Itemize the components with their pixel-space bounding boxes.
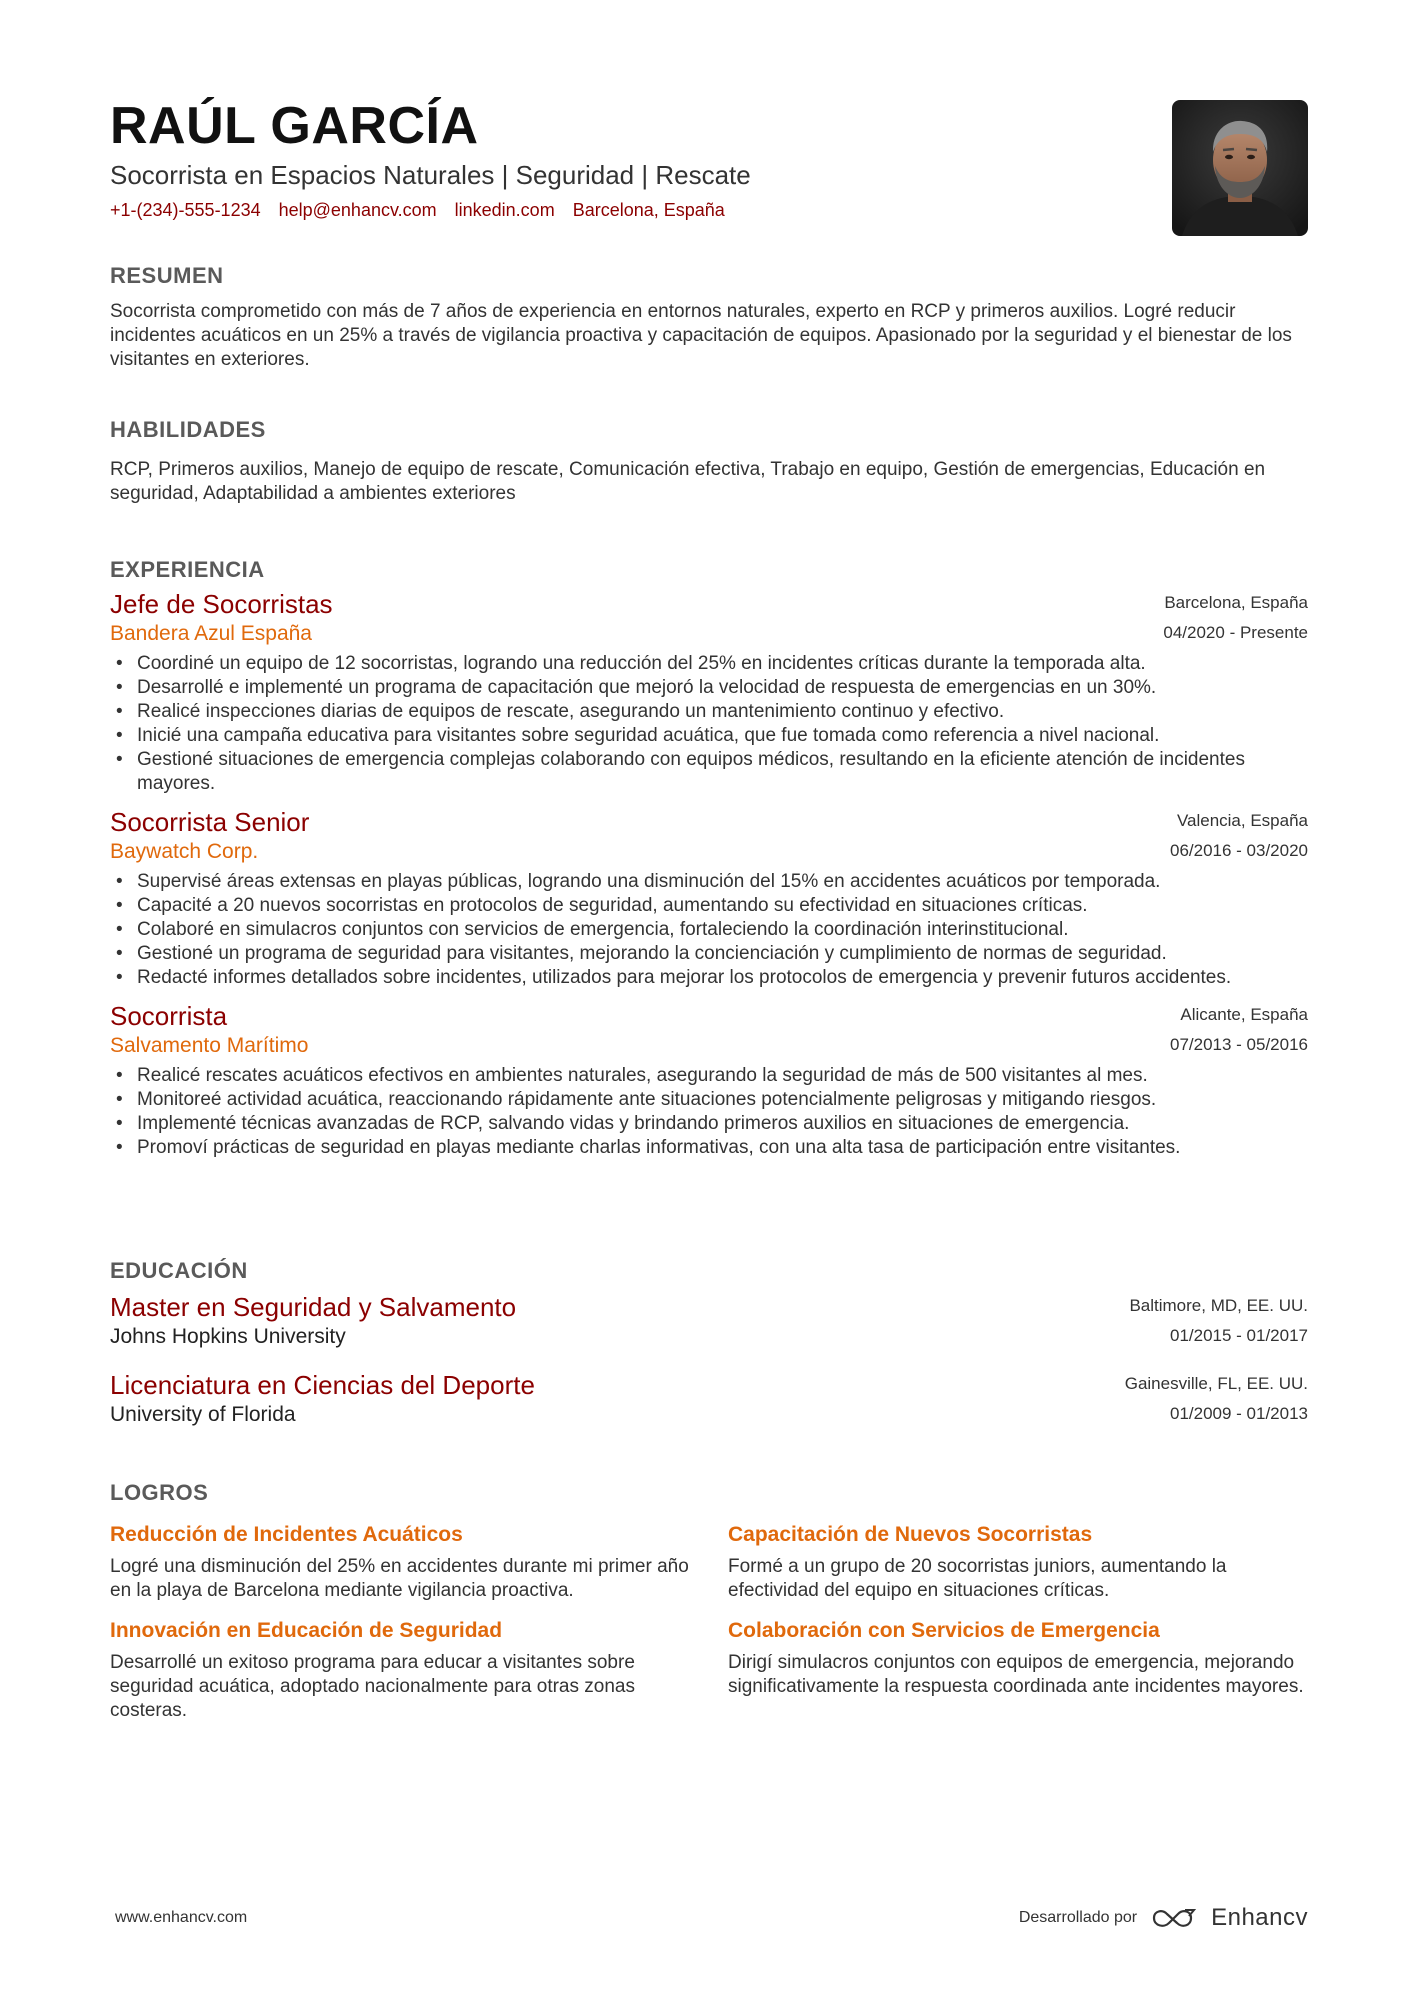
bullet-item: • Capacité a 20 nuevos socorristas en protocolos de seguridad, aumentando su efectividad en situaciones críticas. (110, 894, 1308, 918)
job-location: Barcelona, España (1164, 593, 1308, 612)
education-entry (110, 1291, 1308, 1351)
job-company: Baywatch Corp. (110, 840, 259, 863)
candidate-name: RAÚL GARCÍA (110, 97, 479, 155)
achievements-grid (110, 1521, 1308, 1723)
candidate-headline: Socorrista en Espacios Naturales | Seguridad | Rescate (110, 160, 751, 190)
linkedin-link[interactable]: linkedin.com (454, 200, 555, 220)
page-footer (110, 1898, 1308, 1938)
school-dates: 01/2009 - 01/2013 (1169, 1404, 1308, 1423)
education-title: EDUCACIÓN (110, 1258, 248, 1283)
bullet-item: • Redacté informes detallados sobre incidentes, utilizados para mejorar los protocolos de emergencia y prevenir futuros accidentes. (110, 966, 1308, 990)
job-role: Socorrista Senior (110, 807, 310, 837)
experience-entry (110, 1000, 1308, 1160)
portrait-icon (1172, 100, 1308, 236)
job-location: Alicante, España (1180, 1005, 1308, 1024)
achievement-item (110, 1617, 690, 1723)
job-bullets (110, 652, 1308, 796)
achievements-section (110, 1479, 1308, 1723)
achievements-title: LOGROS (110, 1480, 209, 1505)
experience-entry (110, 588, 1308, 796)
bullet-item: • Implementé técnicas avanzadas de RCP, salvando vidas y brindando primeros auxilios en situaciones de emergencia. (110, 1112, 1308, 1136)
bullet-item: • Monitoreé actividad acuática, reaccionando rápidamente ante situaciones potencialmente peligrosas y mitigando riesgos. (110, 1088, 1308, 1112)
experience-entry (110, 806, 1308, 990)
job-bullets (110, 870, 1308, 990)
profile-photo (1172, 100, 1308, 236)
job-location: Valencia, España (1176, 811, 1308, 830)
resume-header (110, 96, 1308, 236)
location-text: Barcelona, España (572, 200, 725, 220)
job-company: Salvamento Marítimo (110, 1034, 309, 1057)
school-name: University of Florida (110, 1403, 296, 1426)
resume-page (110, 0, 1308, 1995)
achievement-desc: Logré una disminución del 25% en accidentes durante mi primer año en la playa de Barcelona mediante vigilancia proactiva. (110, 1556, 689, 1601)
achievement-title: Innovación en Educación de Seguridad (110, 1619, 503, 1642)
bullet-item: • Gestioné un programa de seguridad para visitantes, mejorando la concienciación y cumplimiento de normas de seguridad. (110, 942, 1308, 966)
achievement-item (728, 1617, 1308, 1723)
summary-section (110, 262, 1308, 372)
achievement-title: Capacitación de Nuevos Socorristas (728, 1523, 1093, 1546)
school-location: Gainesville, FL, EE. UU. (1124, 1374, 1308, 1393)
job-role: Jefe de Socorristas (110, 589, 333, 619)
powered-by-text: Desarrollado por (1018, 1909, 1138, 1926)
job-role: Socorrista (110, 1001, 228, 1031)
bullet-item: • Colaboré en simulacros conjuntos con servicios de emergencia, fortaleciendo la coordinación interinstitucional. (110, 918, 1308, 942)
degree-title: Licenciatura en Ciencias del Deporte (110, 1370, 535, 1400)
achievement-item (110, 1521, 690, 1603)
job-company: Bandera Azul España (110, 622, 312, 645)
summary-text: Socorrista comprometido con más de 7 años de experiencia en entornos naturales, experto en RCP y primeros auxilios. Logré reducir incidentes acuáticos en un 25% a través de vigilancia proactiva y capacitación de equipos. Apasionado por la seguridad y el bienestar de los visitantes en exteriores. (110, 301, 1292, 370)
experience-title: EXPERIENCIA (110, 557, 265, 582)
achievement-desc: Desarrollé un exitoso programa para educar a visitantes sobre seguridad acuática, adoptado nacionalmente para otras zonas costeras. (110, 1652, 635, 1721)
achievement-desc: Dirigí simulacros conjuntos con equipos de emergencia, mejorando significativamente la respuesta coordinada ante incidentes mayores. (728, 1652, 1304, 1697)
bullet-item: • Gestioné situaciones de emergencia complejas colaborando con equipos médicos, resultando en la eficiente atención de incidentes mayores. (110, 748, 1308, 796)
phone-link[interactable]: +1-(234)-555-1234 (110, 200, 261, 220)
achievement-item (728, 1521, 1308, 1603)
job-bullets (110, 1064, 1308, 1160)
school-name: Johns Hopkins University (110, 1325, 346, 1348)
education-entry (110, 1369, 1308, 1429)
school-dates: 01/2015 - 01/2017 (1169, 1326, 1308, 1345)
contact-row (110, 198, 1308, 222)
achievement-desc: Formé a un grupo de 20 socorristas juniors, aumentando la efectividad del equipo en situaciones críticas. (728, 1556, 1227, 1601)
email-link[interactable]: help@enhancv.com (278, 200, 437, 220)
footer-brand (1019, 1904, 1308, 1932)
enhancv-logo-icon (1151, 1906, 1197, 1930)
degree-title: Master en Seguridad y Salvamento (110, 1292, 517, 1322)
achievement-title: Reducción de Incidentes Acuáticos (110, 1523, 463, 1546)
bullet-item: • Supervisé áreas extensas en playas públicas, logrando una disminución del 15% en accidentes acuáticos por temporada. (110, 870, 1308, 894)
education-section (110, 1257, 1308, 1429)
skills-title: HABILIDADES (110, 417, 266, 442)
job-dates: 04/2020 - Presente (1163, 623, 1308, 642)
footer-website[interactable]: www.enhancv.com (115, 1909, 248, 1926)
summary-title: RESUMEN (110, 263, 224, 288)
bullet-item: • Coordiné un equipo de 12 socorristas, logrando una reducción del 25% en incidentes críticas durante la temporada alta. (110, 652, 1308, 676)
achievement-title: Colaboración con Servicios de Emergencia (728, 1619, 1160, 1642)
bullet-item: • Desarrollé e implementé un programa de capacitación que mejoró la velocidad de respuesta de emergencias en un 30%. (110, 676, 1308, 700)
skills-section (110, 416, 1308, 506)
experience-section (110, 556, 1308, 1160)
skills-text: RCP, Primeros auxilios, Manejo de equipo de rescate, Comunicación efectiva, Trabajo en equipo, Gestión de emergencias, Educación en seguridad, Adaptabilidad a ambientes exteriores (110, 459, 1266, 504)
brand-name: Enhancv (1211, 1904, 1308, 1931)
job-dates: 07/2013 - 05/2016 (1169, 1035, 1308, 1054)
bullet-item: • Promoví prácticas de seguridad en playas mediante charlas informativas, con una alta tasa de participación entre visitantes. (110, 1136, 1308, 1160)
school-location: Baltimore, MD, EE. UU. (1129, 1296, 1308, 1315)
job-dates: 06/2016 - 03/2020 (1169, 841, 1308, 860)
bullet-item: • Realicé rescates acuáticos efectivos en ambientes naturales, asegurando la seguridad de más de 500 visitantes al mes. (110, 1064, 1308, 1088)
bullet-item: • Inicié una campaña educativa para visitantes sobre seguridad acuática, que fue tomada como referencia a nivel nacional. (110, 724, 1308, 748)
bullet-item: • Realicé inspecciones diarias de equipos de rescate, asegurando un mantenimiento continuo y efectivo. (110, 700, 1308, 724)
